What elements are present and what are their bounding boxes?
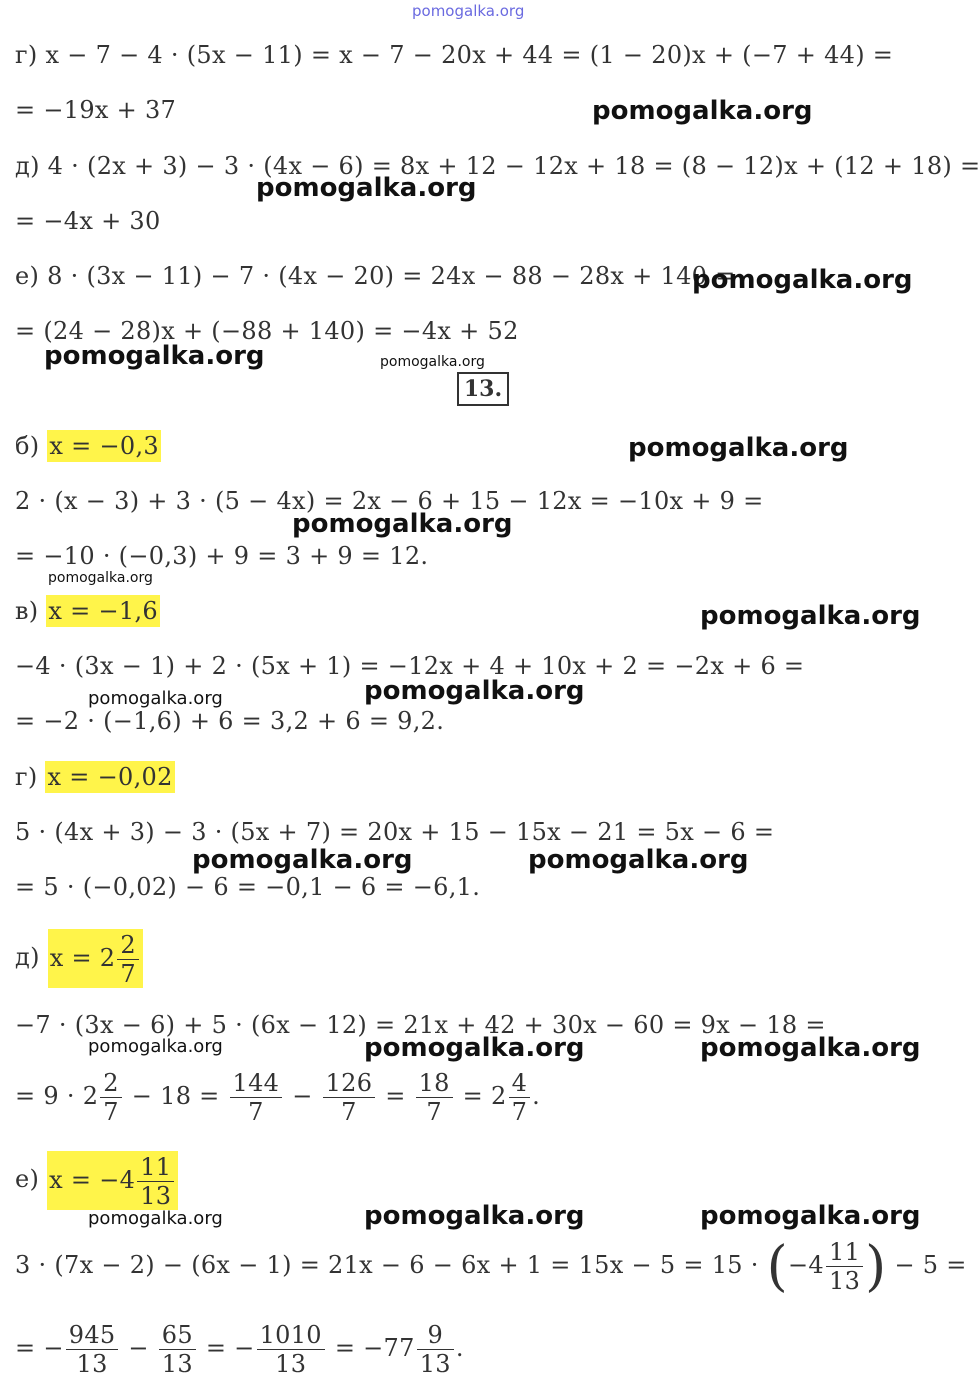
dd2-frac3 — [323, 1069, 376, 1126]
line-b2: = −10 · (−0,3) + 9 = 3 + 9 = 12. — [15, 542, 429, 570]
highlight-dd-x — [48, 929, 143, 988]
dd2-f1-den: 7 — [103, 1098, 119, 1126]
ee1-frac — [826, 1238, 863, 1295]
ee1-f-den: 13 — [829, 1267, 861, 1295]
line-g1: г) x − 7 − 4 · (5x − 11) = x − 7 − 20x + 44 = (1 − 20)x + (−7 + 44) = — [15, 41, 894, 69]
ee2-f4-num: 9 — [417, 1321, 454, 1350]
dd2-f5-num: 4 — [509, 1069, 531, 1098]
line-g2: = −19x + 37 — [15, 96, 177, 124]
ee2-c: = −77 — [334, 1334, 415, 1362]
watermark-top: pomogalka.org — [412, 2, 525, 20]
dd2-f3-den: 7 — [341, 1098, 357, 1126]
dd2-frac4 — [416, 1069, 453, 1126]
dd2-f5-den: 7 — [511, 1098, 528, 1126]
label-b: б) — [15, 432, 40, 460]
ee2-frac3 — [257, 1321, 325, 1378]
ee-x-den: 13 — [140, 1182, 172, 1210]
line-gg1: 5 · (4x + 3) − 3 · (5x + 7) = 20x + 15 − 15x − 21 = 5x − 6 = — [15, 818, 775, 846]
ee2-frac4 — [417, 1321, 454, 1378]
watermark: pomogalka.org — [692, 265, 913, 295]
dd2-f2-den: 7 — [248, 1098, 264, 1126]
dd-x-num: 2 — [117, 931, 139, 960]
watermark: pomogalka.org — [292, 509, 513, 539]
watermark: pomogalka.org — [364, 1201, 585, 1231]
highlight-b-x: x = −0,3 — [49, 432, 159, 460]
ee-x-prefix: x = −4 — [49, 1166, 136, 1194]
dd2-f4-num: 18 — [416, 1069, 453, 1098]
dd2-b: − 18 = — [131, 1082, 220, 1110]
line-gg-header — [15, 762, 175, 792]
line-ee2 — [15, 1318, 464, 1378]
line-v-header — [15, 596, 160, 626]
line-dd1: −7 · (3x − 6) + 5 · (6x − 12) = 21x + 42 + 30x − 60 = 9x − 18 = — [15, 1011, 826, 1039]
line-b-header — [15, 431, 161, 461]
line-ee-header — [15, 1150, 178, 1210]
dd2-c: = 2 — [462, 1082, 507, 1110]
label-gg: г) — [15, 763, 38, 791]
dd-x-prefix: x = 2 — [49, 944, 116, 972]
watermark: pomogalka.org — [700, 601, 921, 631]
ee2-end: . — [455, 1334, 464, 1362]
dd2-frac2 — [230, 1069, 283, 1126]
label-ee: е) — [15, 1165, 40, 1193]
watermark: pomogalka.org — [364, 1033, 585, 1063]
watermark-small: pomogalka.org — [88, 688, 223, 709]
ee2-a: = − — [15, 1334, 64, 1362]
line-gg2: = 5 · (−0,02) − 6 = −0,1 − 6 = −6,1. — [15, 873, 481, 901]
line-dd2 — [15, 1066, 540, 1126]
ee2-f1-num: 945 — [66, 1321, 119, 1350]
line-v1: −4 · (3x − 1) + 2 · (5x + 1) = −12x + 4 + 10x + 2 = −2x + 6 = — [15, 652, 805, 680]
line-dd-header — [15, 928, 143, 988]
ee2-f3-den: 13 — [275, 1350, 307, 1378]
watermark: pomogalka.org — [364, 676, 585, 706]
dd-x-den: 7 — [120, 960, 136, 988]
line-ee1 — [15, 1234, 967, 1298]
line-d2: = −4x + 30 — [15, 207, 161, 235]
dd2-f3-num: 126 — [323, 1069, 376, 1098]
line-v2: = −2 · (−1,6) + 6 = 3,2 + 6 = 9,2. — [15, 707, 445, 735]
ee2-minus: − — [128, 1334, 149, 1362]
dd-x-fraction — [117, 931, 139, 988]
ee1-inner: −4 — [788, 1251, 824, 1279]
ee1-b: − 5 = — [894, 1251, 967, 1279]
watermark-small: pomogalka.org — [48, 570, 153, 586]
line-e2: = (24 − 28)x + (−88 + 140) = −4x + 52 — [15, 317, 519, 345]
dd2-f4-den: 7 — [426, 1098, 442, 1126]
line-b1: 2 · (x − 3) + 3 · (5 − 4x) = 2x − 6 + 15 − 12x = −10x + 9 = — [15, 487, 764, 515]
ee1-a: 3 · (7x − 2) − (6x − 1) = 21x − 6 − 6x + 1 = 15x − 5 = 15 · — [15, 1251, 759, 1279]
dd2-minus: − — [292, 1082, 313, 1110]
dd2-f2-num: 144 — [230, 1069, 283, 1098]
highlight-gg-x: x = −0,02 — [47, 763, 173, 791]
watermark: pomogalka.org — [528, 845, 749, 875]
ee2-f2-den: 13 — [161, 1350, 193, 1378]
dd2-a: = 9 · 2 — [15, 1082, 99, 1110]
ee2-f3-num: 1010 — [257, 1321, 325, 1350]
watermark-small: pomogalka.org — [88, 1208, 223, 1229]
watermark: pomogalka.org — [256, 173, 477, 203]
ee2-frac2 — [159, 1321, 196, 1378]
ee2-b: = − — [205, 1334, 255, 1362]
watermark: pomogalka.org — [700, 1033, 921, 1063]
dd2-end: . — [532, 1082, 541, 1110]
watermark: pomogalka.org — [628, 433, 849, 463]
watermark-small: pomogalka.org — [380, 354, 485, 370]
watermark-small: pomogalka.org — [88, 1036, 223, 1057]
watermark: pomogalka.org — [192, 845, 413, 875]
dd2-frac1 — [100, 1069, 122, 1126]
dd2-eq: = — [385, 1082, 406, 1110]
label-v: в) — [15, 597, 39, 625]
ee2-f1-den: 13 — [76, 1350, 108, 1378]
highlight-ee-x — [47, 1151, 178, 1210]
dd2-frac5 — [509, 1069, 531, 1126]
ee2-frac1 — [66, 1321, 119, 1378]
dd2-f1-num: 2 — [100, 1069, 122, 1098]
task-number: 13. — [457, 372, 509, 406]
ee1-paren-open: ( — [766, 1234, 789, 1298]
ee1-f-num: 11 — [826, 1238, 863, 1267]
highlight-v-x: x = −1,6 — [48, 597, 159, 625]
ee-x-fraction — [137, 1153, 174, 1210]
label-dd: д) — [15, 943, 40, 971]
watermark: pomogalka.org — [592, 96, 813, 126]
ee2-f4-den: 13 — [419, 1350, 451, 1378]
ee2-f2-num: 65 — [159, 1321, 196, 1350]
watermark: pomogalka.org — [700, 1201, 921, 1231]
watermark: pomogalka.org — [44, 341, 265, 371]
line-e1: е) 8 · (3x − 11) − 7 · (4x − 20) = 24x − 88 − 28x + 140 = — [15, 262, 736, 290]
line-d1: д) 4 · (2x + 3) − 3 · (4x − 6) = 8x + 12 − 12x + 18 = (8 − 12)x + (12 + 18) = — [15, 152, 980, 180]
ee1-paren-close: ) — [865, 1234, 887, 1298]
ee-x-num: 11 — [137, 1153, 174, 1182]
